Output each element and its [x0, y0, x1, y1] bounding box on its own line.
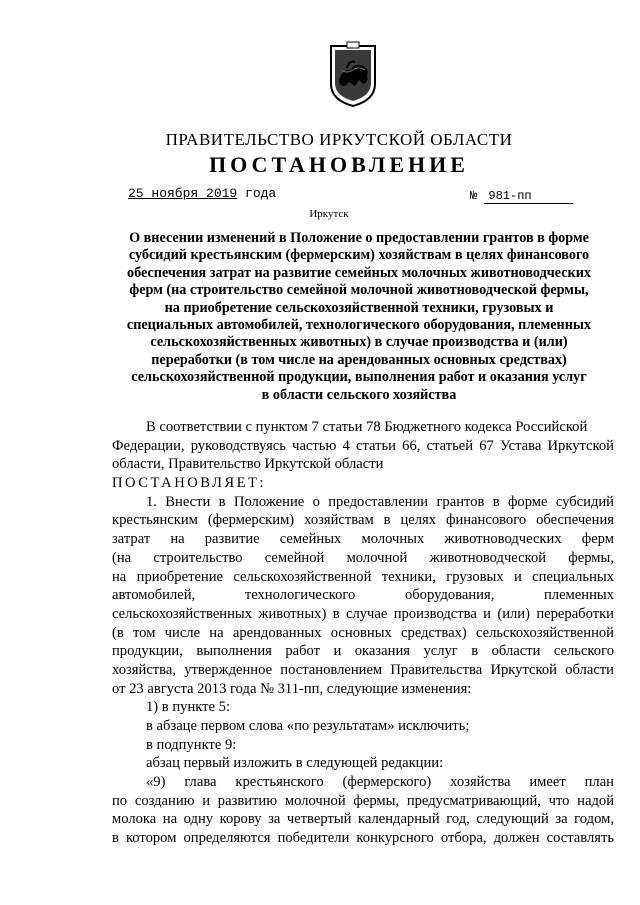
- number-label: №: [470, 189, 478, 203]
- subitem-2-text: абзац первый изложить в следующей редакции:: [146, 755, 444, 772]
- item1-line: затрат на развитие семейных молочных животноводческих ферм: [112, 531, 614, 548]
- subitem-2: в подпункте 9:: [146, 736, 237, 753]
- date-suffix: года: [237, 186, 277, 201]
- date-value: 25 ноября 2019: [128, 186, 238, 201]
- item1-line: сельскохозяйственных животных) в случае производства и (или) переработки: [112, 605, 614, 622]
- document-body: [112, 418, 614, 848]
- heading-line: обеспечения затрат на развитие семейных молочных животноводческих: [127, 264, 591, 281]
- number-value: 981-пп: [484, 189, 573, 204]
- document-heading: [105, 230, 613, 404]
- heading-line: сельскохозяйственных животных) в случае производства и (или): [150, 334, 568, 351]
- item1-line: на приобретение сельскохозяйственной техники, грузовых и специальных: [112, 568, 614, 585]
- document-number: [470, 189, 573, 204]
- subitem-1-text: в абзаце первом слова «по результатам» исключить;: [146, 718, 470, 734]
- heading-line: субсидий крестьянским (фермерским) хозяйствам в целях финансового: [128, 247, 590, 264]
- item1-line: от 23 августа 2013 года № 311-пп, следующие изменения:: [112, 680, 472, 697]
- preamble-line: В соответствии с пунктом 7 статьи 78 Бюджетного кодекса Российской: [146, 419, 588, 435]
- heading-line: на приобретение сельскохозяйственной техники, грузовых и: [164, 299, 554, 316]
- quote-line: молока на одну корову за четвертый календарный год, следующий за годом,: [112, 811, 614, 828]
- heading-line: О внесении изменений в Положение о предоставлении грантов в форме: [129, 230, 589, 246]
- item1-line: хозяйства, утвержденное постановлением Правительства Иркутской области: [112, 661, 614, 678]
- heading-line: в области сельского хозяйства: [261, 386, 457, 403]
- item1-line: 1. Внести в Положение о предоставлении грантов в форме субсидий: [146, 493, 614, 510]
- document-date: [128, 186, 276, 201]
- item1-line: автомобилей, технологического оборудования, племенных: [112, 587, 614, 604]
- heading-line: переработки (в том числе на арендованных основных средствах): [151, 351, 567, 368]
- heading-line: сельскохозяйственной продукции, выполнения работ и оказания услуг: [131, 369, 587, 386]
- item1-line: крестьянским (фермерским) хозяйствам в целях финансового обеспечения: [112, 512, 614, 529]
- document-type: ПОСТАНОВЛЕНИЕ: [209, 152, 469, 177]
- government-name: ПРАВИТЕЛЬСТВО ИРКУТСКОЙ ОБЛАСТИ: [165, 130, 513, 149]
- heading-line: ферм (на строительство семейной молочной животноводческой фермы,: [129, 282, 589, 299]
- irkutsk-coat-of-arms-icon: [325, 40, 381, 108]
- preamble-line: Федерации, руководствуясь частью 4 статьи 66, статьей 67 Устава Иркутской: [112, 437, 614, 454]
- item1-line: (на строительство семейной молочной животноводческой фермы,: [112, 549, 614, 566]
- item1-line: продукции, выполнения работ и оказания услуг в области сельского: [112, 643, 614, 660]
- heading-line: специальных автомобилей, технологического оборудования, племенных: [126, 317, 592, 334]
- preamble-line: области, Правительство Иркутской области: [112, 456, 384, 473]
- city: Иркутск: [309, 208, 349, 220]
- quote-line: по созданию и развитию молочной фермы, предусматривающий, что надой: [112, 792, 614, 809]
- item1-line: (в том числе на арендованных основных средствах) сельскохозяйственной: [112, 624, 614, 641]
- decree-word: ПОСТАНОВЛЯЕТ:: [112, 475, 266, 492]
- quote-line: в котором определяются победители конкурсного отбора, должен составлять: [112, 830, 614, 847]
- subitem-1: 1) в пункте 5:: [146, 699, 231, 716]
- quote-line: «9) глава крестьянского (фермерского) хозяйства имеет план: [146, 774, 614, 791]
